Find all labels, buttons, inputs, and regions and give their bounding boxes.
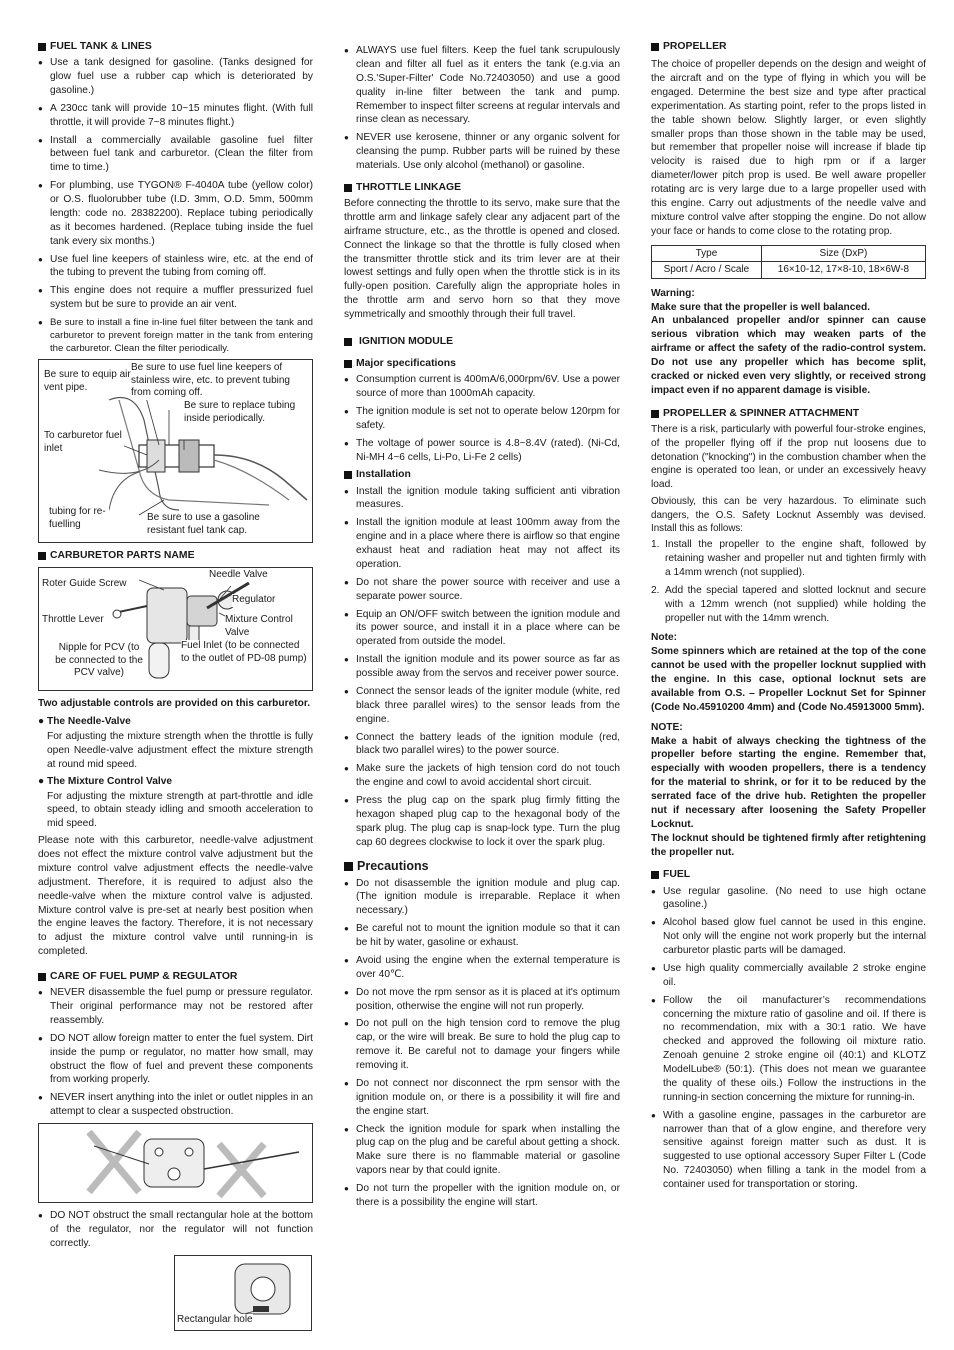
fuel-tank-figure	[38, 359, 313, 543]
throttle-text: Before connecting the throttle to its servo, make sure that the throttle arm and linkage safely clear any adjacent part of the airframe structure, etc., as the throttle is opened and closed. Connect the linkage so that the throttle is fully closed when the transmitter throttle stick and its trim lever are at their lowest settings and fully open when the throttle stick is in its fully-open position. Carefully align the appropriate holes in the throttle arm and servo horn so that they move symmetrically and smoothly through their full travel.	[344, 198, 620, 321]
fuel-inlet-label: Fuel Inlet (to be connected to the outlet of PD-08 pump)	[181, 640, 309, 665]
list-item: ● Install a commercially available gasoline fuel filter between fuel tank and carburetor. (Clean the filter from time to time.)	[38, 134, 313, 176]
filter-list	[344, 44, 620, 173]
list-item: ● Use a tank designed for gasoline. (Tanks designed for glow fuel use a rubber cap which is deteriorated by gasoline.)	[38, 56, 313, 98]
regulator-label: Regulator	[232, 594, 276, 606]
heading-square-icon	[344, 471, 352, 479]
list-item: ● Be careful not to mount the ignition module so that it can be hit by water, gasoline or exhaust.	[344, 922, 620, 950]
list-item: ● Do not disassemble the ignition module and plug cap. (The ignition module is irreparable. Replace it when necessary.)	[344, 877, 620, 919]
spec-list	[344, 373, 620, 464]
pump-last	[38, 1209, 313, 1251]
list-item: ● With a gasoline engine, passages in the carburetor are narrower than that of a glow engine, and therefore very sensitive against foreign matter such as dust. It is suggested to use optional accessory Super Filter L (Code No. 72403050) when filling a tank in the model from a container used for transportation or storing.	[651, 1109, 926, 1192]
mixture-valve-text: For adjusting the mixture strength at part-throttle and idle speed, to obtain steady idling and smooth acceleration to mid speed.	[47, 790, 313, 830]
list-item: ● Install the ignition module taking sufficient anti vibration measures.	[344, 485, 620, 513]
table-header: Type	[652, 245, 762, 262]
fuel-tank-list	[38, 56, 313, 355]
heading-square-icon	[38, 973, 46, 981]
heading-square-icon	[344, 338, 352, 346]
needle-valve-title: ● The Needle-Valve	[38, 716, 131, 728]
list-item: ● NEVER disassemble the fuel pump or pressure regulator. Their original performance may not be restored after reassembly.	[38, 986, 313, 1028]
table-header: Size (DxP)	[761, 245, 925, 262]
mixture-valve-label: Mixture Control Valve	[225, 614, 311, 639]
spinner-heading: PROPELLER & SPINNER ATTACHMENT	[651, 407, 926, 421]
list-item: ● DO NOT allow foreign matter to enter the fuel system. Dirt inside the pump or regulator, no matter how small, may obstruct the flow of fuel and prevent these components from working properly.	[38, 1032, 313, 1088]
list-item: ● The ignition module is set not to operate below 120rpm for safety.	[344, 405, 620, 433]
nipple-label: Nipple for PCV (to be connected to the PCV valve)	[53, 642, 145, 680]
heading-square-icon	[651, 871, 659, 879]
throttle-heading: THROTTLE LINKAGE	[344, 181, 620, 195]
heading-square-icon	[38, 552, 46, 560]
list-item: ● Do not share the power source with receiver and use a separate power source.	[344, 576, 620, 604]
list-item: ● Alcohol based glow fuel cannot be used in this engine. Not only will the engine not work properly but the internal carburetor plastic parts will be damaged.	[651, 916, 926, 958]
list-item: ● Press the plug cap on the spark plug firmly fitting the hexagon shaped plug cap to the hexagonal body of the spark plug. The plug cap is snap-lock type. Turn the plug cap 60 degrees clockwise to lock it over the spark plug.	[344, 794, 620, 850]
pump-list	[38, 986, 313, 1119]
column-left	[38, 40, 313, 1337]
throttle-lever-label: Throttle Lever	[42, 614, 104, 626]
list-item: ● Equip an ON/OFF switch between the ignition module and its power source, and install it in a place where can be operated from outside the model.	[344, 608, 620, 650]
ignition-heading: IGNITION MODULE	[344, 335, 620, 349]
warning-title: Warning:	[651, 287, 695, 299]
note1-text: Some spinners which are retained at the top of the cone cannot be used with the propeller locknut supplied with the engine. In this case, optional locknut sets are available from O.S. – Propeller Locknut Set for Spinner (Code No.45910200 4mm) and (Code No.45913000 5mm).	[651, 646, 926, 713]
list-item: ● A 230cc tank will provide 10~15 minutes flight. (With full throttle, it will provide 7~8 minutes flight.)	[38, 102, 313, 130]
heading-square-icon	[651, 410, 659, 418]
warning-line1: Make sure that the propeller is well balanced.	[651, 301, 871, 313]
list-item: ● Do not move the rpm sensor as it is placed at it's optimum position, otherwise the engine will not run properly.	[344, 986, 620, 1014]
heading-square-icon	[344, 862, 353, 871]
note1-title: Note:	[651, 632, 678, 644]
roter-guide-label: Roter Guide Screw	[42, 578, 127, 590]
mixture-valve-title: ● The Mixture Control Valve	[38, 775, 173, 787]
list-item: ● Install the ignition module and its power source as far as possible away from the servos and receiver power source.	[344, 653, 620, 681]
propeller-table	[651, 245, 926, 279]
list-item: ● Connect the battery leads of the ignition module (red, black two parallel wires) to the power source.	[344, 731, 620, 759]
note2-title: NOTE:	[651, 721, 683, 733]
list-item: ● The voltage of power source is 4.8~8.4V (rated). (Ni-Cd, Ni-MH 4~6 cells, Li-Po, Li-Fe 2 cells)	[344, 437, 620, 465]
list-item: ● Do not pull on the high tension cord to remove the plug cap, or the wire will break. Be sure to hold the plug cap to remove it. Be careful not to damage your fingers while removing it.	[344, 1017, 620, 1073]
carb-figure	[38, 567, 313, 691]
column-middle	[344, 44, 620, 1214]
install-heading: Installation	[344, 468, 620, 482]
carb-inlet-label: To carburetor fuel inlet	[44, 430, 124, 455]
list-item: ● Check the ignition module for spark when installing the plug cap on the plug and be careful about getting a shock. Make sure there is no flammable material or gasoline vapors near by that could ignite.	[344, 1123, 620, 1179]
heading-square-icon	[38, 43, 46, 51]
pump-drawing	[39, 1124, 312, 1202]
pump-figure	[38, 1123, 313, 1203]
list-item: ● Consumption current is 400mA/6,000rpm/6V. Use a power source of more than 1000mAh capacity.	[344, 373, 620, 401]
fuel-tank-heading: FUEL TANK & LINES	[38, 40, 313, 54]
air-vent-label: Be sure to equip air vent pipe.	[44, 369, 131, 393]
needle-valve-text: For adjusting the mixture strength when the throttle is fully open Needle-valve adjustment effect the mixture strength at round mid speed.	[47, 731, 313, 770]
list-item: ● NEVER insert anything into the inlet or outlet nipples in an attempt to clear a suspected obstruction.	[38, 1091, 313, 1119]
list-item: ● Be sure to install a fine in-line fuel filter between the tank and carburetor to prevent foreign matter in the tank from entering the carburetor. Clean the filter periodically.	[38, 316, 313, 355]
column-right	[651, 40, 926, 1196]
refuel-label: tubing for re-fuelling	[49, 506, 109, 531]
heading-square-icon	[651, 43, 659, 51]
list-item: 2. Add the special tapered and slotted locknut and secure with a 12mm wrench (not supplied) while holding the propeller nut with the 14mm wrench.	[651, 584, 926, 624]
propeller-heading: PROPELLER	[651, 40, 926, 54]
fuel-heading: FUEL	[651, 868, 926, 882]
cap-label: Be sure to use a gasoline resistant fuel tank cap.	[147, 512, 287, 537]
list-item: ● Install the ignition module at least 100mm away from the engine and in a place where there is airflow so that engine exhaust heat and radiation heat may not affect its operation.	[344, 516, 620, 572]
spinner-steps	[651, 538, 926, 625]
list-item: ● Make sure the jackets of high tension cord do not touch the engine and cowl to avoid accidental short circuit.	[344, 762, 620, 790]
list-item: ● NEVER use kerosene, thinner or any organic solvent for cleansing the pump. Rubber parts will be ruined by these materials. Use only alcohol (methanol) or gasoline.	[344, 131, 620, 173]
list-item: ● Do not turn the propeller with the ignition module on, or there is a possibility the engine will start.	[344, 1182, 620, 1210]
rectangular-hole-label: Rectangular hole	[177, 1313, 253, 1325]
note2-text: Make a habit of always checking the tightness of the propeller before starting the engine. Remember that, especially with wooden propellers, there is a tendency for the material to shrink, or for it to be reduced by the serrated face of the drive hub. Retighten the propeller nut if necessary after loosening the Safety Propeller Locknut.	[651, 735, 926, 830]
table-row	[652, 245, 926, 262]
list-item: ● Follow the oil manufacturer’s recommendations concerning the mixture ratio of gasoline and oil. If there is no recommendation, mix with a 30:1 ratio. We have checked and approved the following oil mixture ratio. Zenoah genuine 2 stroke engine oil (40:1) and KLOTZ ModelLube® (50:1). (This does not mean we guarantee the quality of these oils.) Follow the instructions in the running-in section concerning the mixture for running-in.	[651, 994, 926, 1105]
install-list	[344, 485, 620, 850]
list-item: ● Use regular gasoline. (No need to use high octane gasoline.)	[651, 885, 926, 913]
pump-heading: CARE OF FUEL PUMP & REGULATOR	[38, 970, 313, 984]
replace-label: Be sure to replace tubing inside periodically.	[184, 400, 312, 425]
precautions-heading: Precautions	[344, 858, 620, 875]
heading-square-icon	[344, 360, 352, 368]
list-item: ● Do not connect nor disconnect the rpm sensor with the ignition module on, or there is a possibility it will fire and the engine start.	[344, 1077, 620, 1119]
carb-note: Please note with this carburetor, needle-valve adjustment does not effect the mixture control valve adjustment but the mixture control valve adjustment effects the needle-valve adjustment. Therefore, it is required to adjust also the needle-valve when the mixture control valve is adjusted. Mixture control valve is pre-set at nearly best position when the engine leaves the factory. Therefore, it is not necessary to adjust the mixture control valve until running-in is completed.	[38, 835, 313, 958]
carb-intro: Two adjustable controls are provided on this carburetor.	[38, 698, 311, 710]
table-cell: Sport / Acro / Scale	[652, 262, 762, 279]
list-item: ● This engine does not require a muffler pressurized fuel system but be sure to provide an air vent.	[38, 284, 313, 312]
carb-heading: CARBURETOR PARTS NAME	[38, 549, 313, 563]
list-item: ● For plumbing, use TYGON® F-4040A tube (yellow color) or O.S. fluolorubber tube (I.D. 3mm, O.D. 5mm, 500mm length: code no. 28382200). Replace tubing periodically as it becomes hardened. (Replace tubing inside the fuel tank every six months.)	[38, 179, 313, 248]
precautions-list	[344, 877, 620, 1210]
table-row	[652, 262, 926, 279]
heading-square-icon	[344, 184, 352, 192]
spinner-text1: There is a risk, particularly with powerful four-stroke engines, of the propeller flying off if the prop nut loosens due to detonation ("knocking") in the combustion chamber when the engine is operated too lean, or under an excessively heavy load.	[651, 423, 926, 491]
list-item: ● DO NOT obstruct the small rectangular hole at the bottom of the regulator, nor the regulator will not function correctly.	[38, 1209, 313, 1251]
keepers-label: Be sure to use fuel line keepers of stainless wire, etc. to prevent tubing from coming off.	[131, 362, 311, 400]
spec-heading: Major specifications	[344, 357, 620, 371]
regulator-figure	[174, 1255, 312, 1331]
list-item: ● Use high quality commercially available 2 stroke engine oil.	[651, 962, 926, 990]
spinner-text2: Obviously, this can be very hazardous. To eliminate such dangers, the O.S. Safety Locknut Assembly was devised. Install this as follows:	[651, 496, 926, 534]
table-cell: 16×10-12, 17×8-10, 18×6W-8	[761, 262, 925, 279]
fuel-list	[651, 885, 926, 1192]
list-item: ● Connect the sensor leads of the igniter module (white, red black three parallel wires) to the sensor leads from the engine.	[344, 685, 620, 727]
list-item: ● Use fuel line keepers of stainless wire, etc. at the end of the tubing to prevent the tubing from coming off.	[38, 253, 313, 281]
list-item: ● Avoid using the engine when the external temperature is over 40℃.	[344, 954, 620, 982]
warning-line2: An unbalanced propeller and/or spinner can cause serious vibration which may weaken parts of the airframe or affect the safety of the radio-control system. Do not use any propeller which has become split, cracked or nicked even very slightly, or received strong impact even if no apparent damage is visible.	[651, 315, 926, 396]
note3-text: The locknut should be tightened firmly after retightening the propeller nut.	[651, 832, 926, 858]
list-item: ● ALWAYS use fuel filters. Keep the fuel tank scrupulously clean and filter all fuel as it enters the tank (e.g.via an O.S.'Super-Filter' Code No.72403050) and use a good quality in-line filter between the tank and pump. Remember to inspect filter screens at regular intervals and rinse clean as necessary.	[344, 44, 620, 127]
list-item: 1. Install the propeller to the engine shaft, followed by retaining washer and propeller nut and tighten firmly with a 14mm wrench (not supplied).	[651, 539, 926, 578]
needle-valve-label: Needle Valve	[209, 569, 268, 581]
propeller-text: The choice of propeller depends on the design and weight of the aircraft and on the type of flying in which you will be engaged. Determine the best size and type after practical experimentation. As starting point, refer to the props listed in the table shown below. Slightly larger, or even slightly smaller props than those shown in the table may be used, but remember that propeller noise will increase if blade tip velocity is raised due to high rpm or if a larger diameter/lower pitch prop is used. Be well aware propeller rotating arc is very large due to a large propeller used with this engine. Carry out adjustments of the needle valve and mixture control valve after stopping the engine. Do not allow your face or hands to come close to the rotating prop.	[651, 59, 926, 237]
